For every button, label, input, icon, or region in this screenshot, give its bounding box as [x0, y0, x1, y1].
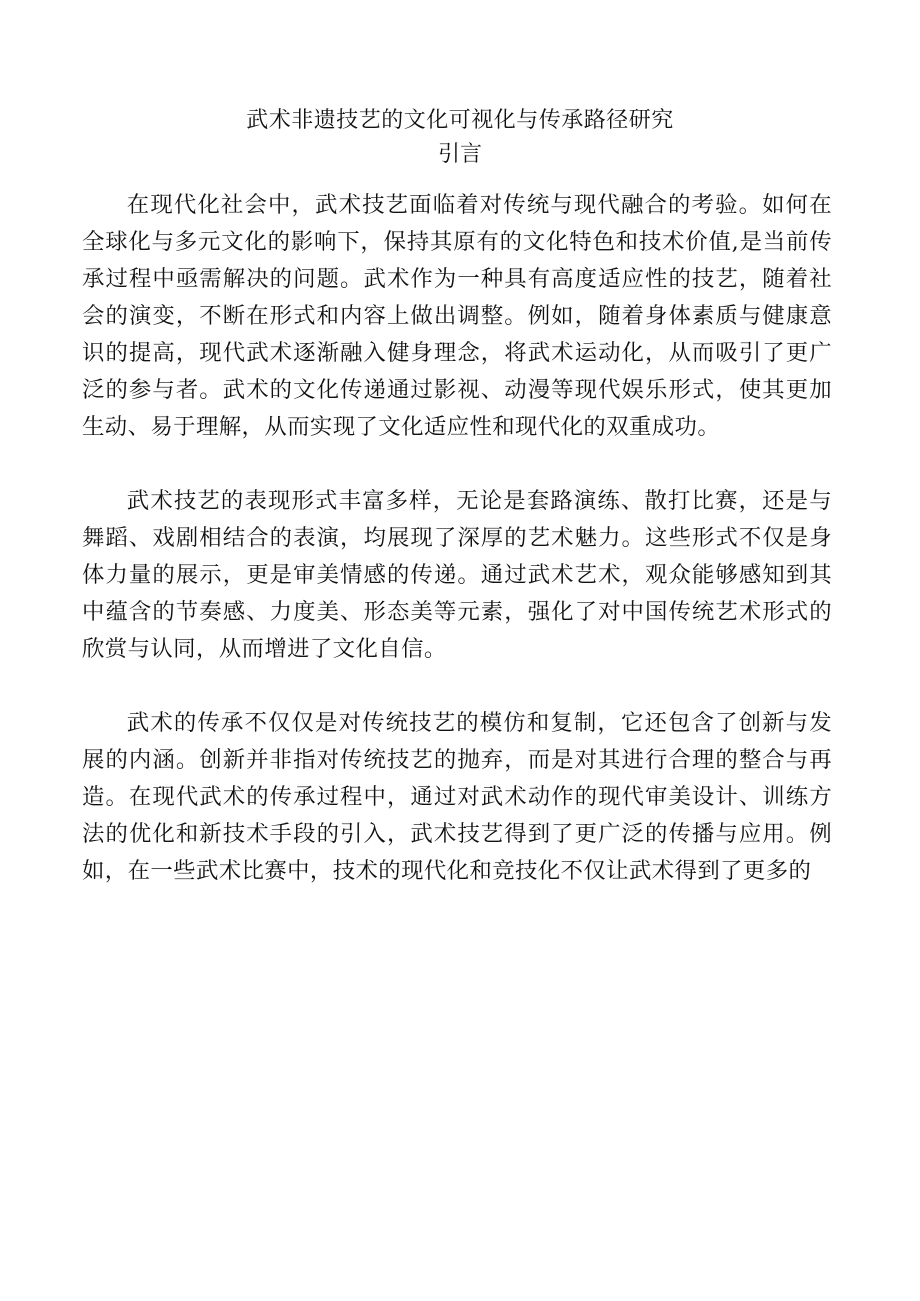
- paragraph-2: 武术技艺的表现形式丰富多样，无论是套路演练、散打比赛，还是与舞蹈、戏剧相结合的表演，均展现了深厚的艺术魅力。这些形式不仅是身体力量的展示，更是审美情感的传递。通过武术艺术，观众能够感知到其中蕴含的节奏感、力度美、形态美等元素，强化了对中国传统艺术形式的欣赏与认同，从而增进了文化自信。: [82, 488, 832, 662]
- paragraph-3: 武术的传承不仅仅是对传统技艺的模仿和复制，它还包含了创新与发展的内涵。创新并非指对传统技艺的抛弃，而是对其进行合理的整合与再造。在现代武术的传承过程中，通过对武术动作的现代审美设计、训练方法的优化和新技术手段的引入，武术技艺得到了更广泛的传播与应用。例如，在一些武术比赛中，技术的现代化和竞技化不仅让武术得到了更多的: [82, 710, 832, 884]
- document-body: [82, 187, 832, 890]
- section-heading: 引言: [437, 142, 482, 167]
- paragraph-1: 在现代化社会中，武术技艺面临着对传统与现代融合的考验。如何在全球化与多元文化的影响下，保持其原有的文化特色和技术价值,是当前传承过程中亟需解决的问题。武术作为一种具有高度适应性的技艺，随着社会的演变，不断在形式和内容上做出调整。例如，随着身体素质与健康意识的提高，现代武术逐渐融入健身理念，将武术运动化，从而吸引了更广泛的参与者。武术的文化传递通过影视、动漫等现代娱乐形式，使其更加生动、易于理解，从而实现了文化适应性和现代化的双重成功。: [82, 192, 832, 440]
- document-title: 武术非遗技艺的文化可视化与传承路径研究: [246, 108, 674, 133]
